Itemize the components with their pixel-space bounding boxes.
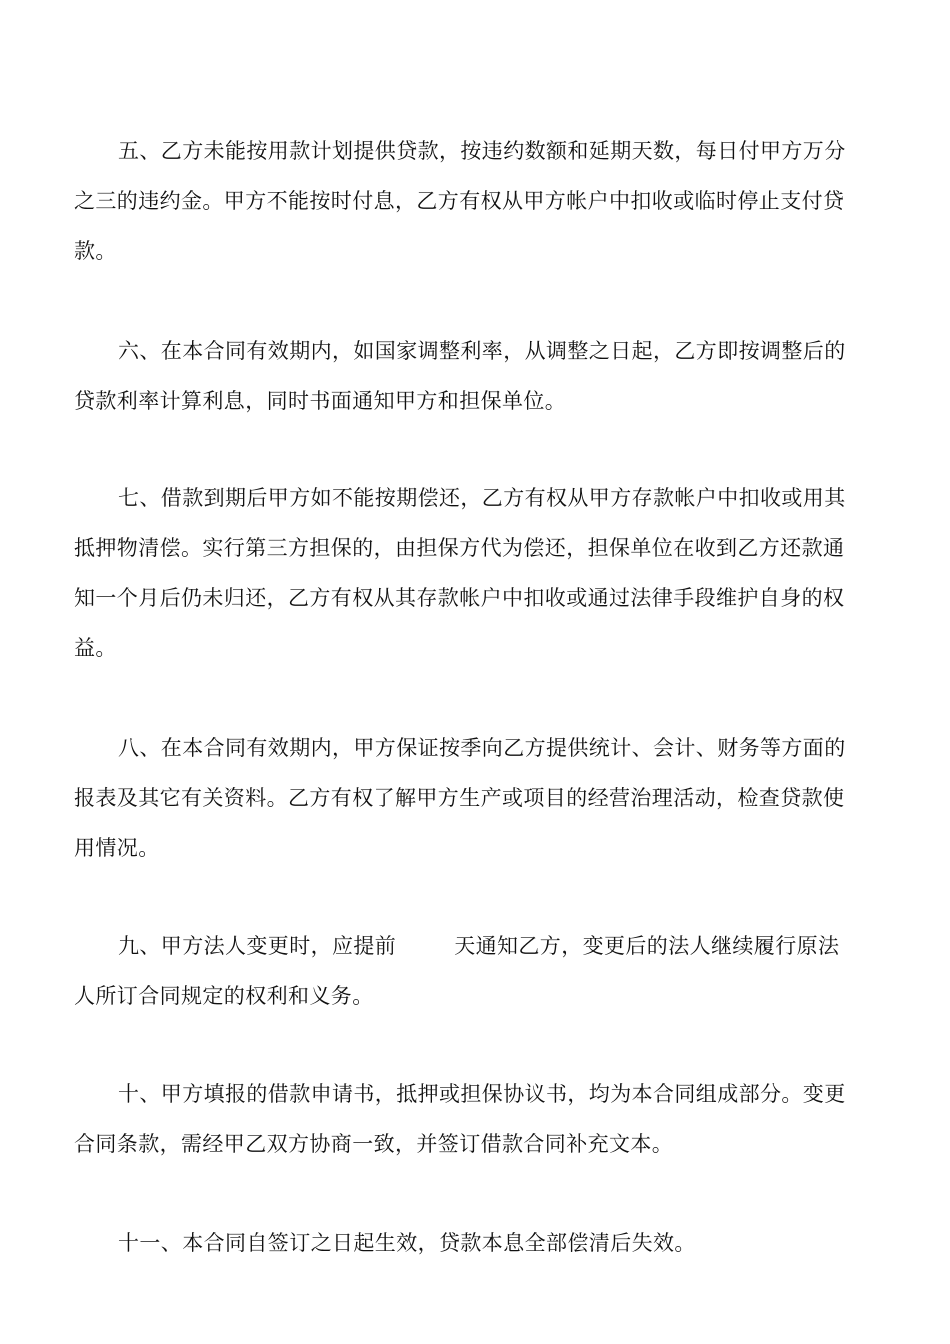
clause-7-line-2: 抵押物清偿。实行第三方担保的，由担保方代为偿还，担保单位在收到乙方还款通 <box>74 536 845 560</box>
clause-5-line-2: 之三的违约金。甲方不能按时付息，乙方有权从甲方帐户中扣收或临时停止支付贷 <box>74 189 845 213</box>
clause-7-line-3: 知一个月后仍未归还，乙方有权从其存款帐户中扣收或通过法律手段维护自身的权 <box>74 586 845 610</box>
clause-8-line-1: 八、在本合同有效期内，甲方保证按季向乙方提供统计、会计、财务等方面的 <box>118 736 846 760</box>
clause-6-line-2: 贷款利率计算利息，同时书面通知甲方和担保单位。 <box>74 389 567 413</box>
clause-9-paragraph <box>74 921 880 1021</box>
clause-5-line-1: 五、乙方未能按用款计划提供贷款，按违约数额和延期天数，每日付甲方万分 <box>118 139 846 163</box>
clause-7-paragraph <box>74 473 880 673</box>
clause-7-line-1: 七、借款到期后甲方如不能按期偿还，乙方有权从甲方存款帐户中扣收或用其 <box>118 486 846 510</box>
clause-10-paragraph <box>74 1069 880 1169</box>
clause-5-line-3: 款。 <box>74 239 117 263</box>
clause-6-paragraph <box>74 326 880 426</box>
clause-6-line-1: 六、在本合同有效期内，如国家调整利率，从调整之日起，乙方即按调整后的 <box>118 339 846 363</box>
clause-9-line-2: 人所订合同规定的权利和义务。 <box>74 984 374 1008</box>
clause-5-paragraph <box>74 126 880 276</box>
clause-9-line-1-after-blank: 天通知乙方，变更后的法人继续履行原法 <box>454 934 840 958</box>
clause-10-line-1: 十、甲方填报的借款申请书，抵押或担保协议书，均为本合同组成部分。变更 <box>118 1082 846 1106</box>
clause-8-line-3: 用情况。 <box>74 836 160 860</box>
clause-7-line-4: 益。 <box>74 636 117 660</box>
clause-11-paragraph <box>74 1218 880 1268</box>
clause-10-line-2: 合同条款，需经甲乙双方协商一致，并签订借款合同补充文本。 <box>74 1132 674 1156</box>
clause-9-line-1 <box>74 921 880 971</box>
clause-8-line-2: 报表及其它有关资料。乙方有权了解甲方生产或项目的经营治理活动，检查贷款使 <box>74 786 845 810</box>
clause-11-line-1: 十一、本合同自签订之日起生效，贷款本息全部偿清后失效。 <box>118 1231 696 1255</box>
clause-8-paragraph <box>74 723 880 873</box>
clause-9-line-1-before-blank: 九、甲方法人变更时，应提前 <box>118 934 397 958</box>
